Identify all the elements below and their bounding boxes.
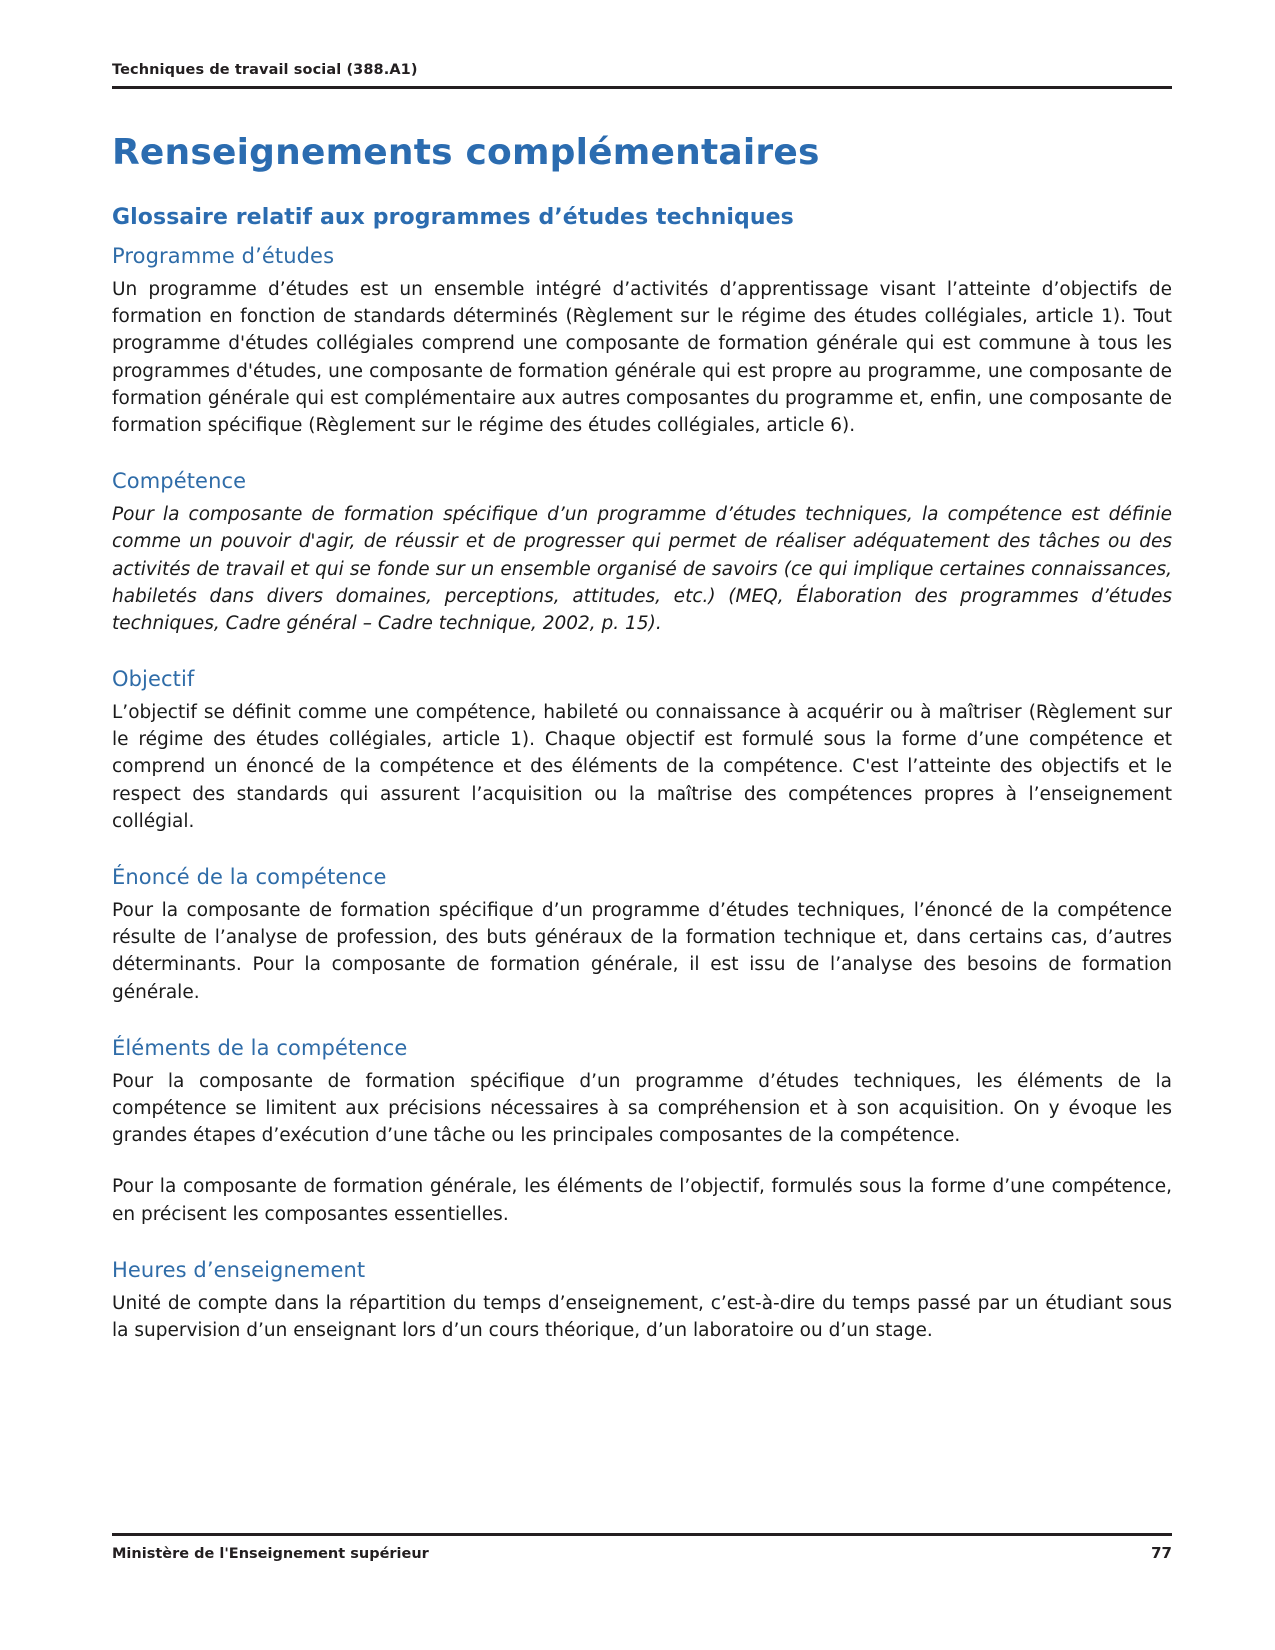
entry-paragraph: Pour la composante de formation spécifique d’un programme d’études techniques, l’énoncé de la compétence résulte de l’analyse de profession, des buts généraux de la formation technique et, dans certains cas, d’autres déterminants. Pour la composante de formation générale, il est issu de l’analyse des besoins de formation générale.	[112, 900, 1172, 1003]
entry-term: Énoncé de la compétence	[112, 865, 387, 889]
entry-term: Objectif	[112, 667, 195, 692]
entry-term: Compétence	[112, 469, 247, 494]
page-title: Renseignements complémentaires	[112, 132, 820, 173]
entry-term: Programme d’études	[112, 244, 335, 268]
running-title: Techniques de travail social (388.A1)	[112, 62, 418, 78]
document-footer	[112, 1533, 1172, 1562]
glossary-entry	[112, 1036, 1172, 1228]
entry-paragraph: Pour la composante de formation spécifique d’un programme d’études techniques, la compétence est définie comme un pouvoir d'agir, de réussir et de progresser qui permet de réaliser adéquatement des tâches ou des activités de travail et qui se fonde sur un ensemble organisé de savoirs (ce qui implique certaines connaissances, habiletés dans divers domaines, perceptions, attitudes, etc.) (MEQ, Élaboration des programmes d’études techniques, Cadre général – Cadre technique, 2002, p. 15).	[112, 504, 1172, 634]
footer-ministry: Ministère de l'Enseignement supérieur	[112, 1546, 429, 1562]
glossary-section	[112, 205, 1172, 1364]
entry-paragraph: L’objectif se définit comme une compétence, habileté ou connaissance à acquérir ou à maîtriser (Règlement sur le régime des études collégiales, article 1). Chaque objectif est formulé sous la forme d’une compétence et comprend un énoncé de la compétence et des éléments de la compétence. C'est l’atteinte des objectifs et le respect des standards qui assurent l’acquisition ou la maîtrise des compétences propres à l’enseignement collégial.	[112, 702, 1172, 832]
glossary-entry	[112, 244, 1172, 439]
document-header	[112, 62, 1172, 89]
entry-paragraph: Pour la composante de formation spécifique d’un programme d’études techniques, les éléments de la compétence se limitent aux précisions nécessaires à sa compréhension et à son acquisition. On y évoque les grandes étapes d’exécution d’une tâche ou les principales composantes de la compétence.	[112, 1070, 1172, 1147]
glossary-entry	[112, 1258, 1172, 1344]
page-number: 77	[1151, 1544, 1172, 1562]
entry-paragraph: Pour la composante de formation générale, les éléments de l’objectif, formulés sous la forme d’une compétence, en précisent les composantes essentielles.	[112, 1176, 1172, 1225]
glossary-entry	[112, 469, 1172, 637]
glossary-entry	[112, 667, 1172, 835]
glossary-heading: Glossaire relatif aux programmes d’études techniques	[112, 205, 794, 230]
entry-paragraph: Unité de compte dans la répartition du temps d’enseignement, c’est-à-dire du temps passé par un étudiant sous la supervision d’un enseignant lors d’un cours théorique, d’un laboratoire ou d’un stage.	[112, 1292, 1172, 1341]
entry-term: Heures d’enseignement	[112, 1257, 366, 1282]
entry-paragraph: Un programme d’études est un ensemble intégré d’activités d’apprentissage visant l’atteinte d’objectifs de formation en fonction de standards déterminés (Règlement sur le régime des études collégiales, article 1). Tout programme d'études collégiales comprend une composante de formation générale qui est commune à tous les programmes d'études, une composante de formation générale qui est propre au programme, une composante de formation générale qui est complémentaire aux autres composantes du programme et, enfin, une composante de formation spécifique (Règlement sur le régime des études collégiales, article 6).	[112, 279, 1172, 436]
entry-term: Éléments de la compétence	[112, 1035, 408, 1060]
header-divider	[112, 86, 1172, 89]
glossary-entry	[112, 865, 1172, 1006]
